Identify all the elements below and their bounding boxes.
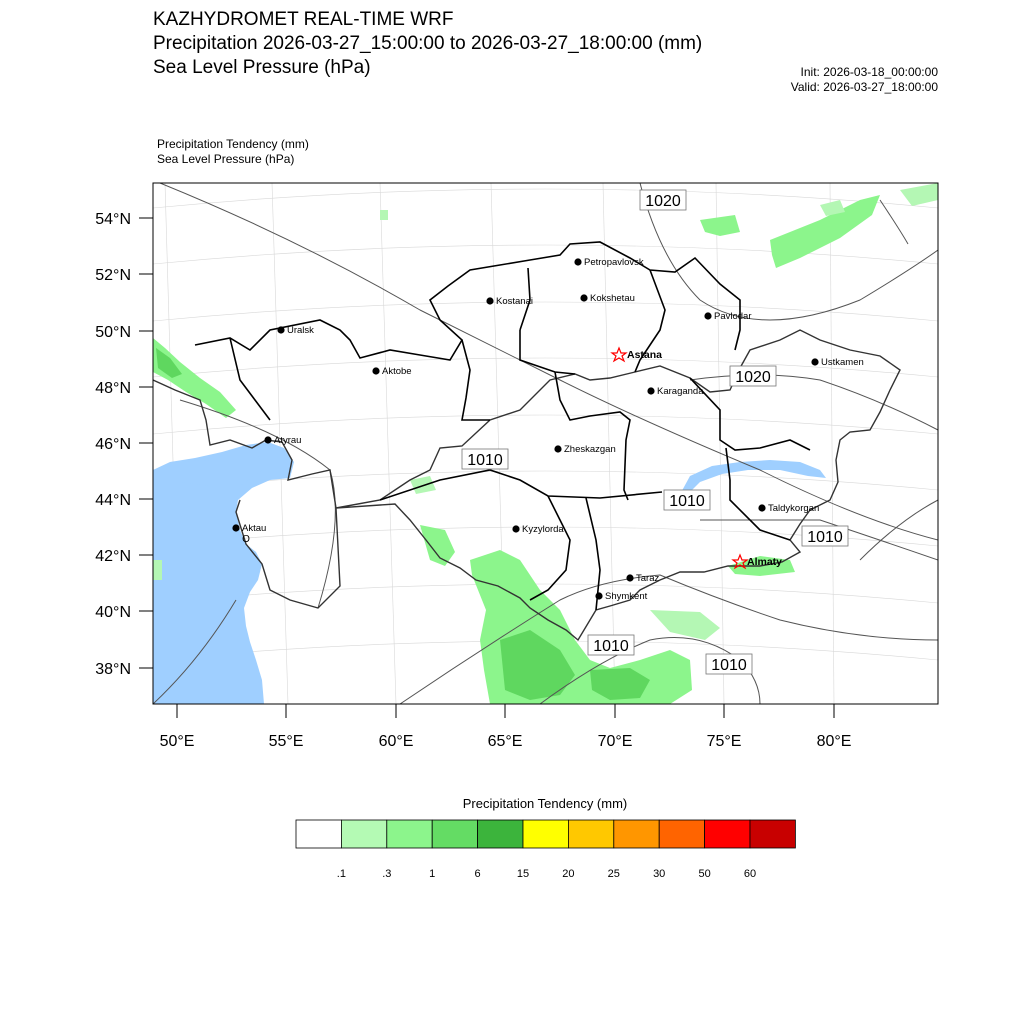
lat-label: 50°N — [95, 324, 131, 341]
colorbar-label: 60 — [743, 868, 757, 880]
colorbar-swatch — [659, 820, 704, 848]
isobar-label: 1010 — [669, 493, 705, 510]
city-label-capital: Almaty — [747, 556, 783, 568]
city-label: Zheskazgan — [564, 444, 616, 455]
city-label: Shymkent — [605, 591, 648, 602]
city-label: Aktau — [242, 523, 267, 534]
city-label: Taraz — [636, 573, 660, 584]
lat-label: 46°N — [95, 436, 131, 453]
colorbar-label: 1 — [429, 868, 436, 880]
colorbar-swatch — [614, 820, 659, 848]
lon-label: 55°E — [268, 733, 304, 750]
colorbar-swatch — [705, 820, 750, 848]
lat-label: 40°N — [95, 604, 131, 621]
lon-label: 75°E — [706, 733, 742, 750]
colorbar-swatch — [296, 820, 341, 848]
city-label: Kostanai — [496, 296, 533, 307]
colorbar-label: 15 — [516, 868, 530, 880]
lon-label: 50°E — [159, 733, 195, 750]
isobar-label: 1010 — [467, 452, 503, 469]
colorbar-swatch — [568, 820, 613, 848]
colorbar-label: 6 — [474, 868, 481, 880]
colorbar-label: 20 — [562, 868, 575, 880]
lat-label: 54°N — [95, 211, 131, 228]
valid-time: Valid: 2026-03-27_18:00:00 — [790, 80, 938, 94]
city-label: Kyzylorda — [522, 524, 564, 535]
lon-label: 60°E — [378, 733, 414, 750]
city-label: Karaganda — [657, 386, 704, 397]
colorbar-swatch — [432, 820, 477, 848]
isobar-label: 1010 — [807, 529, 843, 546]
colorbar-label: 30 — [653, 868, 666, 880]
isobar-label: 1020 — [735, 369, 771, 386]
colorbar-swatch — [750, 820, 795, 848]
colorbar-label: .1 — [336, 868, 346, 880]
colorbar-label: 50 — [698, 868, 711, 880]
city-label: Ustkamen — [821, 357, 864, 368]
city-label: Pavlodar — [714, 311, 752, 322]
city-label: Uralsk — [287, 325, 314, 336]
lat-label: 38°N — [95, 661, 131, 678]
city-label: Petropavlovsk — [584, 257, 644, 268]
lon-label: 65°E — [487, 733, 523, 750]
lat-label: 52°N — [95, 267, 131, 284]
lat-label: 44°N — [95, 492, 131, 509]
city-label: Kokshetau — [590, 293, 635, 304]
colorbar-swatch — [341, 820, 386, 848]
init-time: Init: 2026-03-18_00:00:00 — [800, 65, 938, 79]
city-label: Taldykorgan — [768, 503, 820, 514]
city-label: Aktobe — [382, 366, 412, 377]
chart-title-line1: KAZHYDROMET REAL-TIME WRF — [153, 9, 454, 30]
lat-label: 42°N — [95, 548, 131, 565]
lon-label: 70°E — [597, 733, 633, 750]
city-label-capital: Astana — [627, 349, 663, 361]
city-label: Atyrau — [274, 435, 302, 446]
colorbar-swatch — [523, 820, 568, 848]
low-marker: O — [242, 534, 250, 545]
isobar-label: 1010 — [711, 657, 747, 674]
lon-label: 80°E — [816, 733, 852, 750]
field-label-precip: Precipitation Tendency (mm) — [157, 137, 309, 151]
colorbar-label: .3 — [382, 868, 392, 880]
lat-label: 48°N — [95, 380, 131, 397]
field-label-slp: Sea Level Pressure (hPa) — [157, 152, 295, 166]
colorbar-label: 25 — [607, 868, 620, 880]
colorbar-swatch — [478, 820, 523, 848]
chart-title-line2: Precipitation 2026-03-27_15:00:00 to 2026-03-27_18:00:00 (mm) — [153, 33, 703, 54]
chart-title-line3: Sea Level Pressure (hPa) — [153, 57, 371, 78]
isobar-label: 1020 — [645, 193, 681, 210]
colorbar-swatch — [387, 820, 432, 848]
isobar-label: 1010 — [593, 638, 629, 655]
colorbar-title: Precipitation Tendency (mm) — [462, 796, 628, 811]
